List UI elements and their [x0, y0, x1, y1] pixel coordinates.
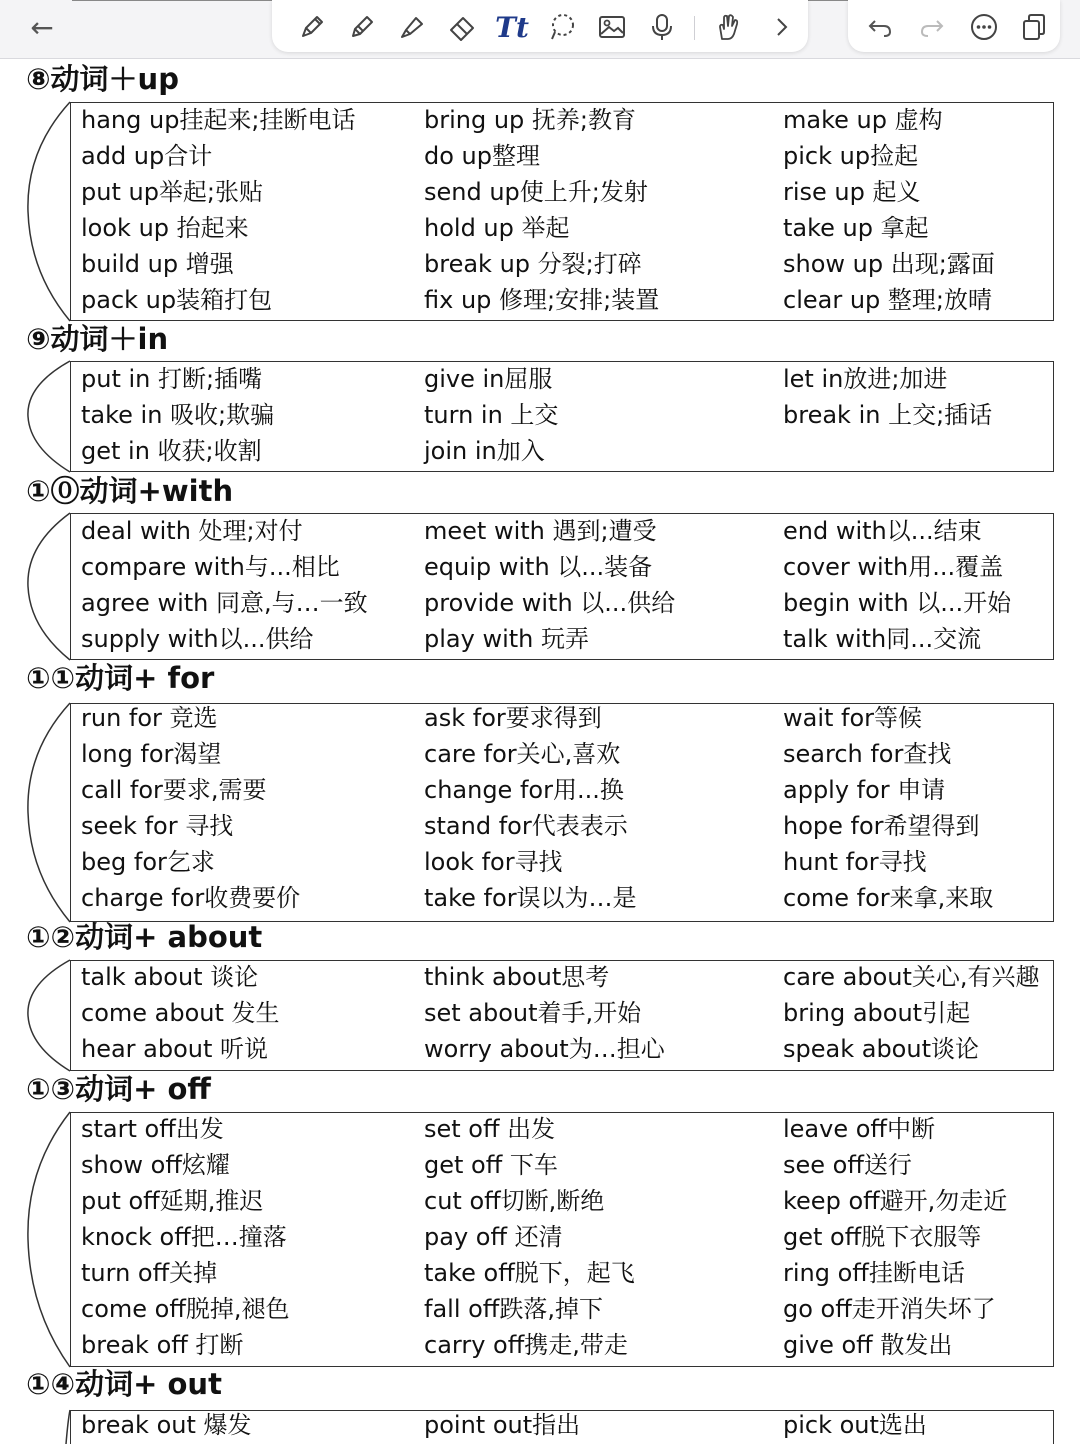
phrase-entry: long for渴望 — [81, 740, 222, 768]
phrase-entry: wait for等候 — [783, 704, 923, 732]
highlighter-icon[interactable] — [392, 8, 432, 46]
section-title: ①①动词+ for — [26, 661, 215, 695]
section-title: ⑨动词＋in — [26, 322, 169, 356]
phrase-entry: search for查找 — [783, 740, 952, 768]
phrase-entry: look up 抬起来 — [81, 214, 249, 242]
phrase-entry: worry about为…担心 — [424, 1035, 665, 1063]
section-title: ⑧动词＋up — [26, 62, 179, 96]
phrase-entry: set about着手,开始 — [424, 999, 642, 1027]
page-edge-line — [72, 0, 272, 1]
phrase-entry: keep off避开,勿走近 — [783, 1187, 1008, 1215]
phrase-entry: get off 下车 — [424, 1151, 558, 1179]
pages-icon[interactable] — [1014, 8, 1054, 46]
phrase-entry: supply with以...供给 — [81, 625, 314, 653]
text-tool-icon[interactable]: Tt — [495, 10, 529, 44]
phrase-entry: turn in 上交 — [424, 401, 559, 429]
phrase-entry: ask for要求得到 — [424, 704, 602, 732]
phrase-entry: get in 收获;收割 — [81, 437, 262, 465]
phrase-entry: break out 爆发 — [81, 1411, 252, 1439]
phrase-entry: take in 吸收;欺骗 — [81, 401, 275, 429]
phrase-entry: end with以...结束 — [783, 517, 982, 545]
phrase-entry: do up整理 — [424, 142, 540, 170]
phrase-entry: get off脱下衣服等 — [783, 1223, 982, 1251]
phrase-entry: pack up装箱打包 — [81, 286, 273, 314]
phrase-entry: speak about谈论 — [783, 1035, 979, 1063]
phrase-entry: come for来拿,来取 — [783, 884, 994, 912]
phrase-entry: break up 分裂;打碎 — [424, 250, 642, 278]
more-icon[interactable] — [964, 8, 1004, 46]
phrase-entry: care about关心,有兴趣 — [783, 963, 1040, 991]
microphone-icon[interactable] — [642, 8, 682, 46]
section-title: ①②动词+ about — [26, 920, 263, 954]
phrase-entry: meet with 遇到;遭受 — [424, 517, 657, 545]
phrase-entry: see off送行 — [783, 1151, 912, 1179]
phrase-entry: talk about 谈论 — [81, 963, 259, 991]
phrase-entry: hope for希望得到 — [783, 812, 980, 840]
bracket-curve — [24, 960, 72, 1071]
phrase-entry: beg for乞求 — [81, 848, 215, 876]
pen-icon[interactable] — [292, 8, 332, 46]
phrase-entry: give off 散发出 — [783, 1331, 953, 1359]
lasso-icon[interactable] — [542, 8, 582, 46]
phrase-entry: break in 上交;插话 — [783, 401, 993, 429]
redo-icon[interactable] — [912, 8, 952, 46]
phrase-entry: join in加入 — [424, 437, 545, 465]
phrase-entry: fall off跌落,掉下 — [424, 1295, 603, 1323]
toolbar-divider — [694, 16, 695, 40]
phrase-entry: send up使上升;发射 — [424, 178, 648, 206]
phrase-entry: set off 出发 — [424, 1115, 556, 1143]
page-edge-line — [808, 0, 848, 1]
bracket-curve — [24, 361, 72, 472]
phrase-entry: go off走开消失坏了 — [783, 1295, 996, 1323]
tool-palette — [272, 0, 808, 52]
phrase-entry: pick up捡起 — [783, 142, 919, 170]
section-title: ①④动词+ out — [26, 1367, 222, 1401]
section-title: ①⓪动词+with — [26, 474, 234, 508]
phrase-entry: take for误以为…是 — [424, 884, 637, 912]
phrase-entry: hunt for寻找 — [783, 848, 927, 876]
phrase-entry: give in屈服 — [424, 365, 553, 393]
phrase-entry: carry off携走,带走 — [424, 1331, 628, 1359]
bracket-curve — [24, 1410, 72, 1444]
phrase-entry: put in 打断;插嘴 — [81, 365, 263, 393]
section-title: ①③动词+ off — [26, 1072, 211, 1106]
phrase-entry: build up 增强 — [81, 250, 234, 278]
phrase-entry: play with 玩弄 — [424, 625, 589, 653]
phrase-entry: cover with用...覆盖 — [783, 553, 1004, 581]
phrase-entry: hear about 听说 — [81, 1035, 269, 1063]
bracket-curve — [24, 513, 72, 660]
history-palette — [848, 0, 1060, 52]
phrase-entry: turn off关掉 — [81, 1259, 218, 1287]
phrase-entry: ring off挂断电话 — [783, 1259, 965, 1287]
phrase-entry: equip with 以...装备 — [424, 553, 653, 581]
back-arrow-icon[interactable]: ← — [30, 11, 54, 44]
phrase-entry: rise up 起义 — [783, 178, 921, 206]
phrase-entry: clear up 整理;放晴 — [783, 286, 992, 314]
phrase-entry: hang up挂起来;挂断电话 — [81, 106, 356, 134]
phrase-entry: change for用...换 — [424, 776, 624, 804]
phrase-entry: run for 竞选 — [81, 704, 218, 732]
phrase-entry: cut off切断,断绝 — [424, 1187, 605, 1215]
phrase-entry: charge for收费要价 — [81, 884, 301, 912]
phrase-entry: pick out选出 — [783, 1411, 927, 1439]
phrase-entry: put up举起;张贴 — [81, 178, 264, 206]
hand-gesture-icon[interactable] — [708, 8, 748, 46]
phrase-entry: show up 出现;露面 — [783, 250, 995, 278]
phrase-entry: take off脱下，起飞 — [424, 1259, 635, 1287]
phrase-entry: point out指出 — [424, 1411, 581, 1439]
bracket-curve — [24, 703, 72, 922]
phrase-entry: leave off中断 — [783, 1115, 935, 1143]
phrase-entry: agree with 同意,与…一致 — [81, 589, 368, 617]
phrase-entry: look for寻找 — [424, 848, 563, 876]
phrase-entry: start off出发 — [81, 1115, 224, 1143]
bracket-curve — [24, 1112, 72, 1367]
pencil-icon[interactable] — [342, 8, 382, 46]
phrase-entry: deal with 处理;对付 — [81, 517, 303, 545]
phrase-entry: show off炫耀 — [81, 1151, 230, 1179]
undo-icon[interactable] — [860, 8, 900, 46]
phrase-entry: come off脱掉,褪色 — [81, 1295, 290, 1323]
phrase-entry: apply for 申请 — [783, 776, 946, 804]
phrase-entry: break off 打断 — [81, 1331, 244, 1359]
phrase-entry: stand for代表表示 — [424, 812, 628, 840]
phrase-entry: talk with同...交流 — [783, 625, 982, 653]
bracket-curve — [24, 102, 72, 321]
phrase-entry: call for要求,需要 — [81, 776, 267, 804]
phrase-entry: bring up 抚养;教育 — [424, 106, 637, 134]
phrase-entry: add up合计 — [81, 142, 213, 170]
phrase-entry: compare with与...相比 — [81, 553, 340, 581]
phrase-entry: take up 拿起 — [783, 214, 929, 242]
phrase-entry: seek for 寻找 — [81, 812, 234, 840]
phrase-entry: knock off把…撞落 — [81, 1223, 287, 1251]
phrase-entry: make up 虚构 — [783, 106, 943, 134]
phrase-entry: put off延期,推迟 — [81, 1187, 264, 1215]
image-icon[interactable] — [592, 8, 632, 46]
phrase-entry: let in放进;加进 — [783, 365, 948, 393]
phrase-entry: think about思考 — [424, 963, 610, 991]
top-toolbar — [0, 0, 1080, 59]
phrase-entry: provide with 以...供给 — [424, 589, 676, 617]
phrase-entry: fix up 修理;安排;装置 — [424, 286, 660, 314]
phrase-entry: hold up 举起 — [424, 214, 570, 242]
phrase-entry: bring about引起 — [783, 999, 971, 1027]
phrase-entry: come about 发生 — [81, 999, 280, 1027]
phrase-entry: care for关心,喜欢 — [424, 740, 621, 768]
phrase-entry: begin with 以...开始 — [783, 589, 1012, 617]
phrase-entry: pay off 还清 — [424, 1223, 563, 1251]
chevron-right-icon[interactable] — [762, 8, 802, 46]
eraser-icon[interactable] — [442, 8, 482, 46]
